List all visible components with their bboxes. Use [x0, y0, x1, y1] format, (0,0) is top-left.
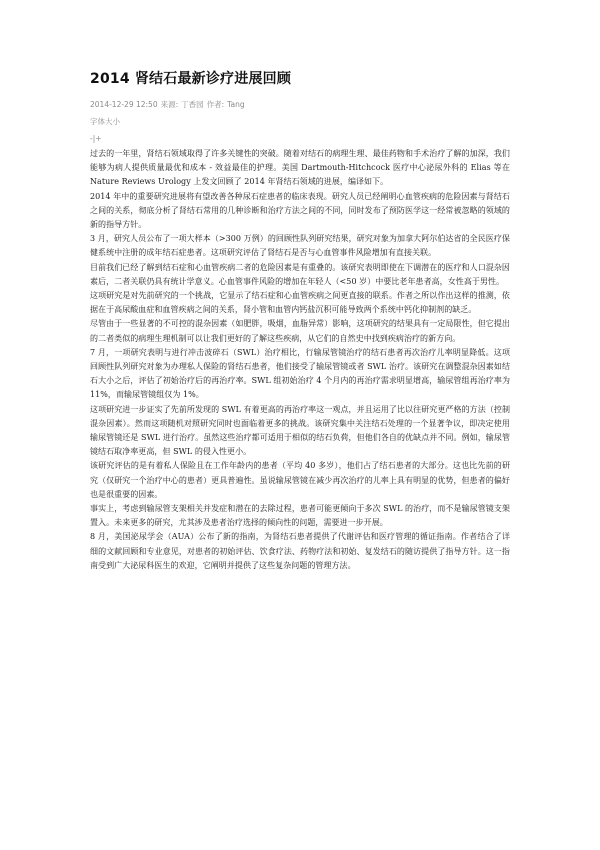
- paragraph-7: 7 月，一项研究表明与进行冲击波碎石（SWL）治疗相比，行输尿管镜治疗的结石患者再次治疗儿率明显降低。这项回顾性队列研究对象为办理私人保险的肾结石患者，他们接受了输尿管镜或者 SWL 治疗。该研究在调整混杂因素如结石大小之后，评估了初始治疗后的再治疗率。SWL 组初始治疗 4 个月内的再治疗需求明显增高，输尿管组再治疗率为 11%，而输尿管镜组仅为 1%。: [90, 347, 510, 400]
- author-name: Tang: [227, 100, 245, 109]
- paragraph-11: 8 月，美国泌尿学会（AUA）公布了新的指南，为肾结石患者提供了代谢评估和医疗管理的循证指南。作者结合了详细的文献回顾和专业意见，对患者的初始评估、饮食疗法、药物疗法和初始、复发结石的随访提供了指导方针。这一指南受到广大泌尿科医生的欢迎，它阐明并提供了这些复杂问题的管理方法。: [90, 532, 510, 570]
- font-size-label: 字体大小: [90, 117, 120, 126]
- article-title: 2014 肾结石最新诊疗进展回顾: [90, 71, 292, 87]
- paragraph-4: 目前我们已经了解到结石症和心血管疾病二者的危险因素是有重叠的。该研究表明即使在下调潜在的医疗和人口混杂因素后，二者关联仍具有统计学意义。心血管事件风险的增加在年轻人（<50 岁）中要比老年患者高，女性高于男性。: [90, 262, 510, 286]
- source-label: 来源:: [160, 100, 179, 109]
- paragraph-2: 2014 年中的重要研究进展将有望改善各种尿石症患者的临床表现。研究人员已经阐明心血管疾病的危险因素与肾结石之间的关系，彻底分析了肾结石常用的几种诊断和治疗方法之间的不同，同时发布了预防医学这一经常被忽略的领域的新的指导方针。: [90, 191, 510, 230]
- paragraph-10: 事实上，考虑到输尿管支架相关并发症和潜在的去除过程，患者可能更倾向于多次 SWL 的治疗，而不是输尿管镜支架置入。未来更多的研究，尤其涉及患者治疗选择的倾向性的问题，需要进一步开展。: [90, 504, 510, 528]
- paragraph-8: 这项研究进一步证实了先前所发现的 SWL 有着更高的再治疗率这一观点，并且运用了比以往研究更严格的方法（控制混杂因素）。然而这项随机对照研究同时也面临着更多的挑战。该研究集中关注结石处理的一个显著争议，即决定使用输尿管镜还是 SWL 进行治疗。虽然这些治疗都可适用于相似的结石负荷，但他们各自的优缺点并不同。例如，输尿管镜结石取净率更高，但 SWL 的侵入性更小。: [90, 404, 510, 457]
- publish-datetime: 2014-12-29 12:50: [90, 100, 158, 109]
- paragraph-1: 过去的一年里，肾结石领域取得了许多关键性的突破。随着对结石的病理生理、最佳药物和手术治疗了解的加深，我们能够为病人提供质量最优和成本 - 效益最佳的护理。美国 Dartmouth-Hitchcock 医疗中心泌尿外科的 Elias 等在 Nature Reviews Urology 上发文回顾了 2014 年肾结石领域的进展，编译如下。: [90, 149, 510, 187]
- article-meta: [90, 98, 510, 111]
- paragraph-6: 尽管由于一些显著的不可控的混杂因素（如肥胖，吸烟，血脂异常）影响，这项研究的结果具有一定局限性，但它提出的二者类似的病理生理机制可以让我们更好的了解这些疾病，从它们的自然史中找到疾病治疗的新方向。: [90, 319, 510, 343]
- font-size-controls[interactable]: -|+: [90, 134, 102, 143]
- paragraph-5: 这项研究是对先前研究的一个挑战，它显示了结石症和心血管疾病之间更直接的联系。作者之所以作出这样的推测，依据在于高尿酸血症和血管疾病之间的关系，肾小管和血管内钙盐沉积可能导致两个系统中钙化抑制剂的缺乏。: [90, 291, 510, 315]
- article: [90, 70, 510, 573]
- paragraph-3: 3 月，研究人员公布了一项大样本（>300 万例）的回顾性队列研究结果，研究对象为加拿大阿尔伯达省的全民医疗保健系统中注册的成年结石症患者。这项研究评估了肾结石是否与心血管事件风险增加有直接关联。: [90, 234, 510, 258]
- source-name[interactable]: 丁香园: [181, 100, 204, 109]
- article-body: [90, 147, 510, 573]
- paragraph-9: 该研究评估的是有着私人保险且在工作年龄内的患者（平均 40 多岁），他们占了结石患者的大部分。这也比先前的研究（仅研究一个治疗中心的患者）更具普遍性。虽说输尿管镜在减少再次治疗的儿率上具有明显的优势，但患者的偏好也是很重要的因素。: [90, 461, 510, 499]
- author-label: 作者:: [206, 100, 225, 109]
